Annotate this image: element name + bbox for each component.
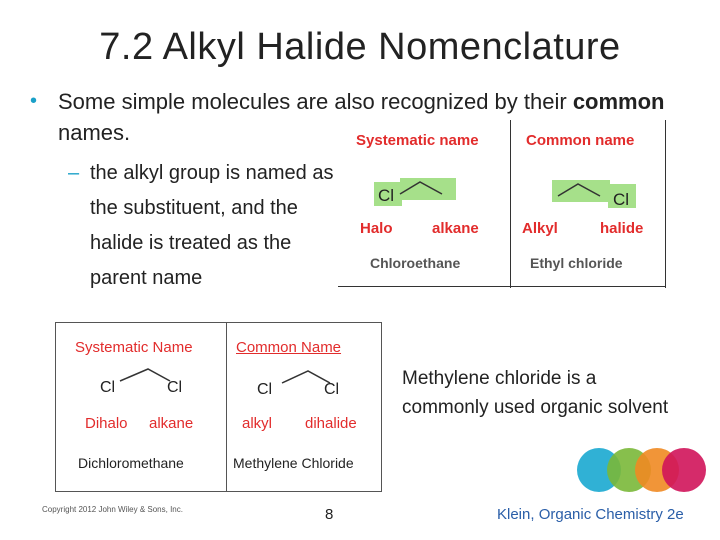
bullet-suffix: names.	[58, 120, 131, 145]
dichloromethane-figure	[55, 322, 382, 492]
note-text: Methylene chloride is a commonly used organic solvent	[402, 368, 669, 418]
copyright-text: Copyright 2012 John Wiley & Sons, Inc.	[42, 505, 183, 514]
chloroethane-figure	[338, 120, 666, 288]
footer-citation: Klein, Organic Chemistry 2e	[497, 506, 684, 523]
systematic-header-2: Systematic Name	[75, 339, 193, 356]
figure-bottom-rule	[338, 286, 666, 287]
halo-label: Halo	[360, 220, 393, 237]
alkane-label-2: alkane	[149, 415, 194, 432]
bullet-prefix: Some simple molecules are also recognized by their	[58, 89, 573, 114]
dihalide-label: dihalide	[305, 415, 357, 432]
common-header-2: Common Name	[236, 339, 342, 356]
systematic-name: Chloroethane	[370, 255, 461, 271]
cl-4: Cl	[324, 381, 340, 398]
figure2-divider	[226, 323, 227, 491]
cl-left: Cl	[378, 186, 395, 205]
sub-bullet-text: the alkyl group is named as the substituent, and the halide is treated as the parent name	[90, 162, 334, 289]
systematic-name-2: Dichloromethane	[78, 455, 184, 471]
bullet-bold: common	[572, 89, 665, 114]
alkane-label: alkane	[432, 220, 479, 237]
alkyl-label: Alkyl	[522, 220, 558, 237]
systematic-header: Systematic name	[356, 132, 479, 149]
halide-label: halide	[600, 220, 644, 237]
alkyl-label-2: alkyl	[242, 415, 273, 432]
sub-bullet-dash: –	[68, 162, 80, 184]
common-header: Common name	[526, 132, 635, 149]
common-name: Ethyl chloride	[530, 255, 623, 271]
publisher-logo-icon	[577, 446, 707, 494]
cl-right: Cl	[613, 190, 630, 209]
cl-2: Cl	[167, 379, 183, 396]
common-name-2: Methylene Chloride	[233, 455, 354, 471]
cl-1: Cl	[100, 379, 116, 396]
page-number: 8	[325, 506, 334, 523]
alkyl-highlight	[552, 180, 610, 202]
ch2-bond-left	[120, 369, 170, 381]
cl-3: Cl	[257, 381, 273, 398]
slide-title: 7.2 Alkyl Halide Nomenclature	[99, 26, 621, 68]
ch2-bond-right	[282, 371, 330, 383]
bullet-dot-icon: •	[30, 90, 38, 112]
dihalo-label: Dihalo	[85, 415, 128, 432]
